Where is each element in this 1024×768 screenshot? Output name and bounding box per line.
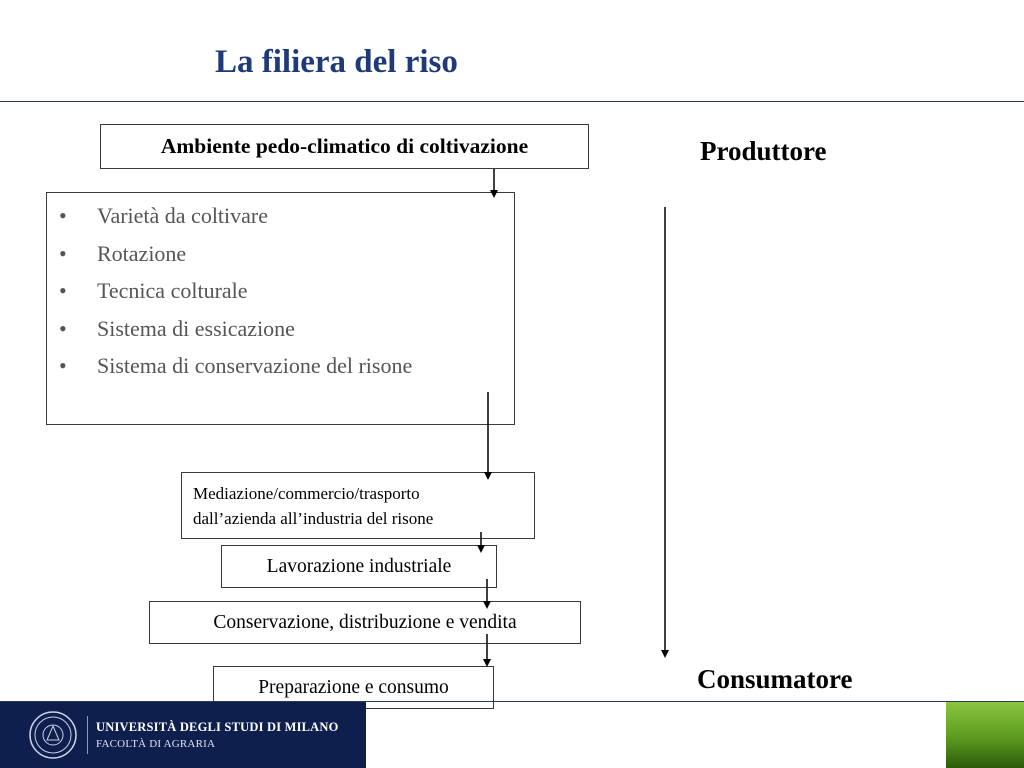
cultivation-environment-label: Ambiente pedo-climatico di coltivazione bbox=[160, 134, 529, 158]
mediation-line-2: dall’azienda all’industria del risone bbox=[193, 509, 434, 528]
consumption-label: Preparazione e consumo bbox=[258, 676, 449, 698]
university-seal-icon bbox=[28, 710, 78, 760]
bullet-icon: • bbox=[59, 353, 67, 378]
university-footer bbox=[0, 702, 366, 768]
industrial-processing-label: Lavorazione industriale bbox=[266, 555, 452, 577]
page-title: La filiera del riso bbox=[215, 44, 458, 80]
bullet-icon: • bbox=[59, 240, 67, 266]
list-item: • Varietà da coltivare bbox=[59, 203, 269, 228]
distribution-label: Conservazione, distribuzione e vendita bbox=[213, 611, 517, 633]
bullet-icon: • bbox=[59, 203, 67, 228]
consumer-label: Consumatore bbox=[697, 664, 853, 694]
list-item: • Sistema di conservazione del risone bbox=[59, 353, 413, 378]
footer-separator bbox=[87, 716, 88, 754]
faculty-name: FACOLTÀ DI AGRARIA bbox=[96, 738, 216, 750]
mediation-line-1: Mediazione/commercio/trasporto bbox=[193, 484, 420, 503]
bullet-icon: • bbox=[59, 315, 67, 341]
list-item: • Sistema di essicazione bbox=[59, 315, 295, 341]
bullet-icon: • bbox=[59, 278, 67, 303]
producer-label: Produttore bbox=[700, 136, 827, 166]
list-item: • Tecnica colturale bbox=[59, 278, 248, 303]
university-name: UNIVERSITÀ DEGLI STUDI DI MILANO bbox=[96, 720, 339, 734]
list-item: • Rotazione bbox=[59, 240, 187, 266]
green-accent-block bbox=[946, 702, 1024, 768]
